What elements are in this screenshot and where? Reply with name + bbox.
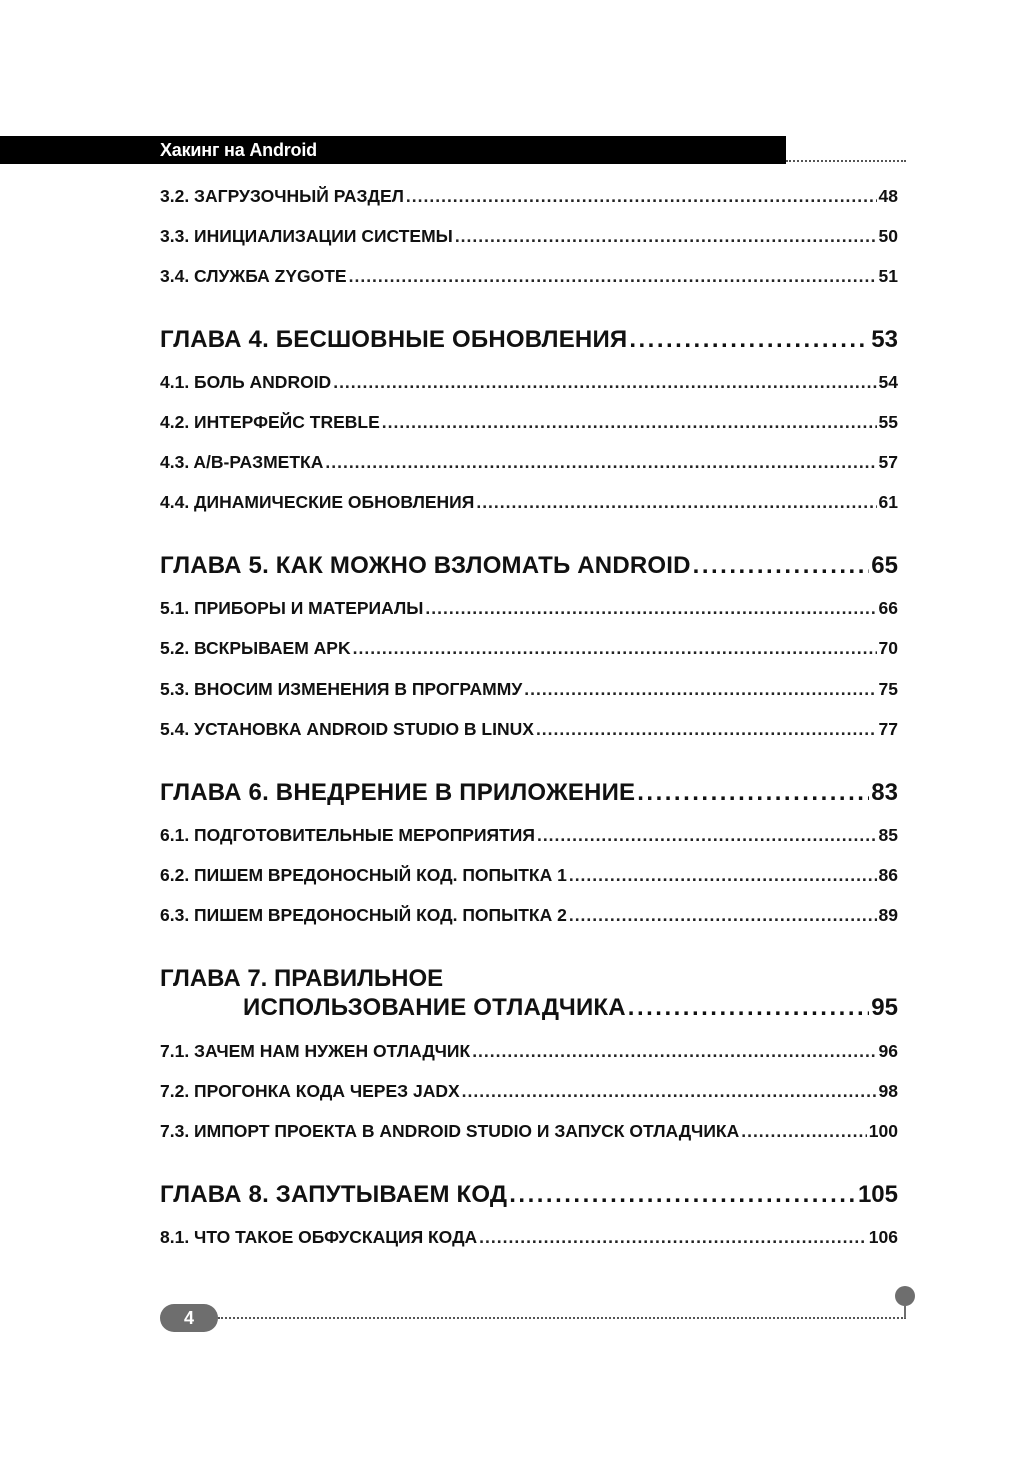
toc-leader-dots — [382, 412, 877, 433]
toc-entry-page: 96 — [878, 1041, 898, 1061]
toc-entry-title: 5.2. ВСКРЫВАЕМ APK — [160, 638, 351, 658]
header-dotted-rule — [786, 160, 906, 162]
toc-entry-title: 5.3. ВНОСИМ ИЗМЕНЕНИЯ В ПРОГРАММУ — [160, 679, 523, 699]
toc-entry-page: 106 — [868, 1227, 898, 1247]
toc-chapter-title: ГЛАВА 5. КАК МОЖНО ВЗЛОМАТЬ ANDROID — [160, 552, 691, 579]
page-number-badge: 4 — [160, 1304, 218, 1332]
toc-entry-page: 54 — [878, 372, 898, 392]
toc-entry-4-4[interactable] — [160, 492, 898, 516]
toc-entry-5-2[interactable] — [160, 638, 898, 662]
toc-entry-page: 70 — [878, 638, 898, 658]
toc-entry-5-4[interactable] — [160, 719, 898, 743]
toc-leader-dots — [476, 492, 876, 513]
toc-chapter-page: 95 — [871, 994, 898, 1021]
toc-entry-page: 77 — [878, 719, 898, 739]
toc-chapter-page: 65 — [871, 552, 898, 579]
toc-entry-4-3[interactable] — [160, 452, 898, 476]
toc-leader-dots — [353, 638, 877, 659]
toc-leader-dots — [333, 372, 876, 393]
toc-entry-6-2[interactable] — [160, 865, 898, 889]
toc-entry-page: 57 — [878, 452, 898, 472]
toc-entry-title: 6.3. ПИШЕМ ВРЕДОНОСНЫЙ КОД. ПОПЫТКА 2 — [160, 905, 567, 925]
toc-entry-7-3[interactable] — [160, 1121, 898, 1145]
toc-entry-page: 61 — [878, 492, 898, 512]
toc-entry-title: 4.4. ДИНАМИЧЕСКИЕ ОБНОВЛЕНИЯ — [160, 492, 475, 512]
toc-chapter-7-title-line1[interactable]: ГЛАВА 7. ПРАВИЛЬНОЕ — [160, 965, 444, 992]
toc-chapter-4[interactable] — [160, 326, 898, 358]
toc-entry-title: 6.1. ПОДГОТОВИТЕЛЬНЫЕ МЕРОПРИЯТИЯ — [160, 825, 535, 845]
toc-entry-4-1[interactable] — [160, 372, 898, 396]
toc-entry-page: 85 — [878, 825, 898, 845]
toc-leader-dots — [741, 1121, 867, 1142]
toc-chapter-8[interactable] — [160, 1181, 898, 1213]
toc-entry-title: 3.2. ЗАГРУЗОЧНЫЙ РАЗДЕЛ — [160, 186, 404, 206]
toc-leader-dots — [693, 552, 870, 580]
toc-entry-page: 66 — [878, 598, 898, 618]
toc-entry-page: 48 — [878, 186, 898, 206]
toc-entry-3-4[interactable] — [160, 266, 898, 290]
toc-chapter-title: ГЛАВА 6. ВНЕДРЕНИЕ В ПРИЛОЖЕНИЕ — [160, 779, 636, 806]
toc-entry-3-2[interactable] — [160, 186, 898, 210]
toc-entry-title: 8.1. ЧТО ТАКОЕ ОБФУСКАЦИЯ КОДА — [160, 1227, 478, 1247]
toc-entry-title: 5.4. УСТАНОВКА ANDROID STUDIO В LINUX — [160, 719, 534, 739]
toc-entry-title: 5.1. ПРИБОРЫ И МАТЕРИАЛЫ — [160, 598, 424, 618]
toc-leader-dots — [462, 1081, 877, 1102]
toc-leader-dots — [536, 719, 877, 740]
toc-entry-6-3[interactable] — [160, 905, 898, 929]
toc-leader-dots — [472, 1041, 876, 1062]
toc-chapter-page: 105 — [857, 1181, 898, 1208]
toc-entry-7-2[interactable] — [160, 1081, 898, 1105]
running-header-bar — [0, 136, 786, 164]
toc-entry-page: 100 — [868, 1121, 898, 1141]
toc-entry-7-1[interactable] — [160, 1041, 898, 1065]
toc-entry-page: 55 — [878, 412, 898, 432]
toc-leader-dots — [524, 679, 876, 700]
footer-dotted-rule — [218, 1317, 906, 1319]
toc-entry-4-2[interactable] — [160, 412, 898, 436]
toc-leader-dots — [349, 266, 877, 287]
toc-entry-title: 6.2. ПИШЕМ ВРЕДОНОСНЫЙ КОД. ПОПЫТКА 1 — [160, 865, 567, 885]
toc-chapter-title: ГЛАВА 8. ЗАПУТЫВАЕМ КОД — [160, 1181, 508, 1208]
toc-entry-5-1[interactable] — [160, 598, 898, 622]
toc-leader-dots — [406, 186, 877, 207]
running-header-title: Хакинг на Android — [160, 140, 317, 160]
toc-entry-page: 86 — [878, 865, 898, 885]
toc-leader-dots — [325, 452, 876, 473]
toc-entry-6-1[interactable] — [160, 825, 898, 849]
toc-entry-title: 7.3. ИМПОРТ ПРОЕКТА В ANDROID STUDIO И ЗАПУСК ОТЛАДЧИКА — [160, 1121, 740, 1141]
toc-leader-dots — [509, 1181, 856, 1209]
toc-chapter-title: ИСПОЛЬЗОВАНИЕ ОТЛАДЧИКА — [243, 994, 626, 1021]
footer-tick-ornament — [904, 1306, 906, 1318]
toc-entry-title: 7.2. ПРОГОНКА КОДА ЧЕРЕЗ JADX — [160, 1081, 460, 1101]
toc-leader-dots — [628, 994, 870, 1022]
footer-circle-ornament — [895, 1286, 915, 1306]
toc-leader-dots — [637, 779, 869, 807]
toc-chapter-page: 53 — [871, 326, 898, 353]
toc-leader-dots — [425, 598, 876, 619]
toc-entry-page: 75 — [878, 679, 898, 699]
toc-leader-dots — [479, 1227, 867, 1248]
toc-entry-title: 4.1. БОЛЬ ANDROID — [160, 372, 332, 392]
toc-leader-dots — [537, 825, 877, 846]
toc-entry-title: 4.3. A/B-РАЗМЕТКА — [160, 452, 324, 472]
toc-entry-title: 3.3. ИНИЦИАЛИЗАЦИИ СИСТЕМЫ — [160, 226, 453, 246]
toc-entry-page: 89 — [878, 905, 898, 925]
toc-entry-page: 50 — [878, 226, 898, 246]
toc-entry-page: 98 — [878, 1081, 898, 1101]
toc-entry-title: 4.2. ИНТЕРФЕЙС TREBLE — [160, 412, 380, 432]
toc-chapter-5[interactable] — [160, 552, 898, 584]
toc-entry-5-3[interactable] — [160, 679, 898, 703]
toc-chapter-title: ГЛАВА 4. БЕСШОВНЫЕ ОБНОВЛЕНИЯ — [160, 326, 628, 353]
toc-chapter-page: 83 — [871, 779, 898, 806]
toc-entry-3-3[interactable] — [160, 226, 898, 250]
toc-entry-title: 3.4. СЛУЖБА ZYGOTE — [160, 266, 347, 286]
toc-entry-page: 51 — [878, 266, 898, 286]
toc-leader-dots — [455, 226, 877, 247]
toc-entry-title: 7.1. ЗАЧЕМ НАМ НУЖЕН ОТЛАДЧИК — [160, 1041, 471, 1061]
toc-chapter-7[interactable] — [243, 994, 898, 1026]
toc-leader-dots — [569, 865, 877, 886]
toc-chapter-6[interactable] — [160, 779, 898, 811]
toc-leader-dots — [569, 905, 877, 926]
toc-leader-dots — [629, 326, 869, 354]
toc-entry-8-1[interactable] — [160, 1227, 898, 1251]
